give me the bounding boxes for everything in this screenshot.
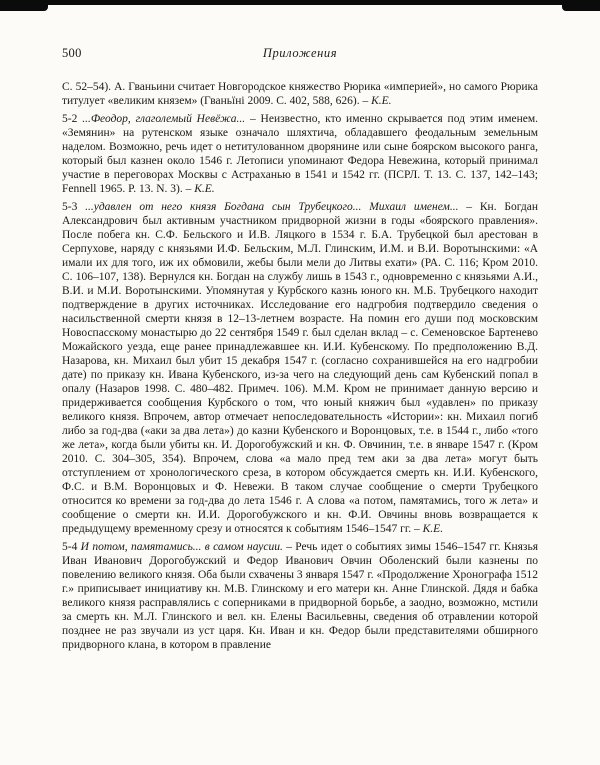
- page-number: 500: [62, 46, 82, 60]
- scan-corner-mark-left: [0, 0, 48, 11]
- running-header: [62, 46, 538, 64]
- author-initials: К.Е.: [371, 95, 392, 107]
- commentary-note-5-2: [62, 112, 538, 196]
- author-initials: К.Е.: [194, 183, 215, 195]
- text-run: С. 52–54). А. Гваньини считает Новгородское княжество Рюрика «империей», но самого Рюрика титулует «великим князем» (Гваньїні 2009. С. 402, 588, 626). –: [62, 81, 538, 107]
- note-number: 5-2: [62, 113, 83, 125]
- lemma-quote: ...удавлен от него князя Богдана сын Трубецкого... Михаил именем...: [85, 201, 459, 213]
- running-head-title: Приложения: [262, 46, 338, 60]
- text-run: – Речь идет о событиях зимы 1546–1547 гг. Князья Иван Иванович Дорогобужский и Федор Иванович Овчин Оболенский были казнены по повелению великого князя. Оба были схвачены 3 января 1547 г. «Продолжение Хронографа 1512 г.» приписывает инициативу кн. М.В. Глинскому и его матери кн. Анне Глинской. Дядя и бабка великого князя расправлялись с соперниками в придворной борьбе, а заодно, возможно, мстили за смерть кн. М.Л. Глинского и вел. кн. Елены Васильевны, сведения об отравлении которой позднее не раз звучали из уст царя. Кн. Иван и кн. Федор были представителями обширного придворного клана, в котором в правление: [62, 541, 538, 651]
- commentary-note-5-4: [62, 540, 538, 652]
- note-number: 5-3: [62, 201, 86, 213]
- note-number: 5-4: [62, 541, 81, 553]
- text-run: – Неизвестно, кто именно скрывается под этим именем. «Земянин» на рутенском языке означало шляхтича, обладавшего феодальным земельным наделом. Возможно, речь идет о нетитулованном дворянине или сыне боярском высокого ранга, который был казнен около 1546 г. Летописи упоминают Федора Невежина, который принимал участие в переговорах Москвы с Астраханью в 1541 и 1542 гг. (ПСРЛ. Т. 13. С. 137, 142–143; Fennell 1965. P. 13. N. 3). –: [62, 113, 538, 195]
- lemma-quote: И потом, памятамись... в самом наусии.: [80, 541, 283, 553]
- commentary-text-block: [62, 80, 538, 652]
- commentary-note-5-3: [62, 200, 538, 536]
- scan-edge-artifact: [0, 0, 600, 5]
- lemma-quote: ...Феодор, глаголемый Невёжа...: [82, 113, 246, 125]
- scan-corner-mark-right: [562, 0, 600, 11]
- paragraph-continuation: [62, 80, 538, 108]
- text-run: – Кн. Богдан Александрович был активным участником придворной жизни в годы «боярского правления». После побега кн. С.Ф. Бельского и И.В. Ляцкого в 1534 г. Б.А. Трубецкой был арестован в Серпухове, наряду с князьями И.Ф. Бельским, М.Л. Глинским, И.М. и В.И. Воротынскими: «А имали их для того, иж их обмовили, жебы были мели до Литвы ехати» (РА. С. 116; Кром 2010. С. 106–107, 138). Вернулся кн. Богдан на службу лишь в 1543 г., одновременно с князьями А.И., В.И. и М.И. Воротынскими. Упомянутая у Курбского казнь юного кн. М.Б. Трубецкого находит подтверждение в других источниках. Исследование его надгробия подтвердило сведения о насильственной смерти князя в 12–13-летнем возрасте. На помин его души под московским Новоспасскому монастырю до 22 сентября 1549 г. был сделан вклад – с. Семеновское Бартенево Можайского уезда, еще ранее принадлежавшее кн. И.И. Кубенскому. По предположению В.Д. Назарова, кн. Михаил был убит 15 декабря 1547 г. (согласно сохранившейся на его надгробии дате) по приказу кн. Ивана Кубенского, из-за чего на следующий день сам Кубенский попал в опалу (Назаров 1998. С. 480–482. Примеч. 106). М.М. Кром не принимает данную версию и придерживается сообщения Курбского о том, что юный княжич был «удавлен» по приказу великого князя. Впрочем, автор отмечает непоследовательность «Истории»: кн. Михаил погиб либо за год-два («аки за два лета») до казни Кубенского и Воронцовых, т.е. в 1544 г., либо «того же лета», когда были убиты кн. И. Дорогобужский и кн. Ф. Овчинин, т.е. в январе 1547 г. (Кром 2010. С. 304–305, 354). Впрочем, слова «а мало пред тем аки за два лета» могут быть отступлением от хронологического среза, в котором обсуждается смерть кн. И.И. Кубенского, Ф.С. и В.М. Воронцовых и Ф. Невежи. В таком случае сообщение о смерти Трубецкого относится ко времени за год-два до лета 1546 г. А слова «а потом, памятамись, того ж лета» и сообщение о смерти кн. И.И. Дорогобужского и кн. Ф.И. Овчины вновь возвращается к предыдущему временному срезу и относятся к событиям 1546–1547 гг. –: [62, 201, 538, 535]
- author-initials: К.Е.: [422, 523, 444, 535]
